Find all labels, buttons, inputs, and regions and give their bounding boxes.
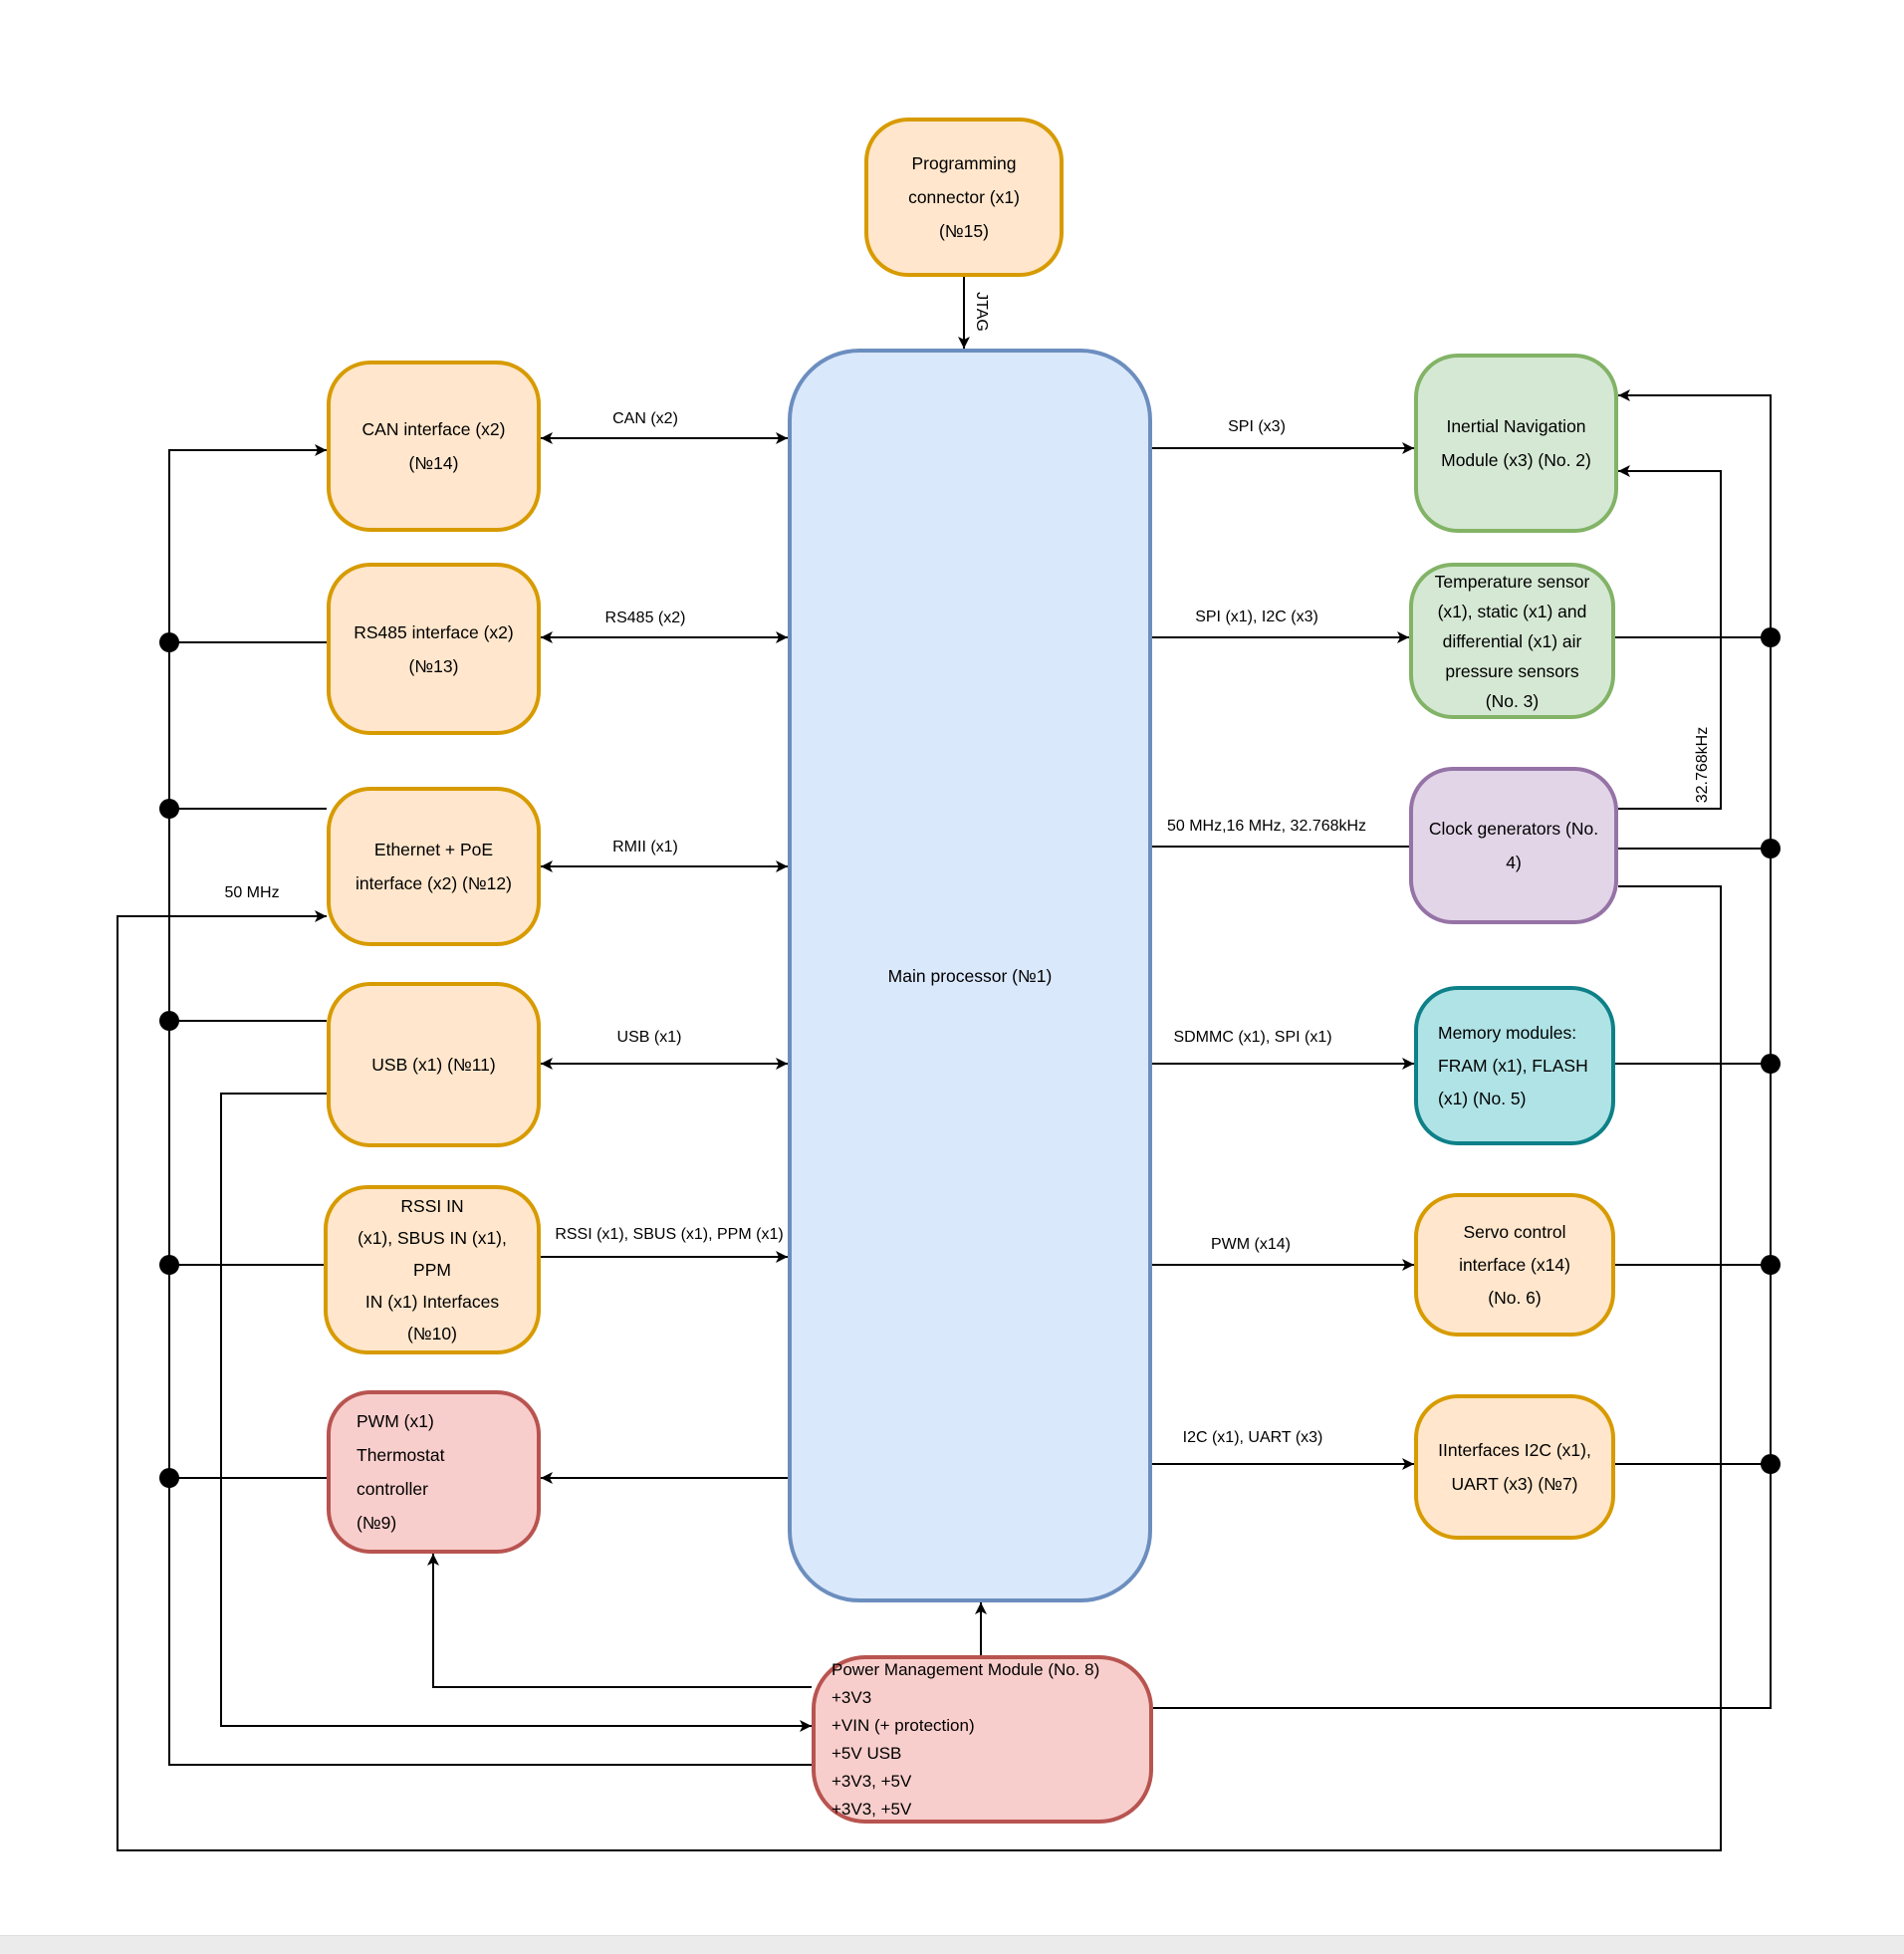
edge-label-jtag: JTAG <box>973 292 990 332</box>
node-line: CAN interface (x2) <box>361 419 506 439</box>
edge-label-spi-i2c: SPI (x1), I2C (x3) <box>1195 609 1318 625</box>
edge-label-rs485: RS485 (x2) <box>604 610 686 626</box>
node-line: (No. 3) <box>1485 690 1540 711</box>
node-line: controller <box>357 1479 428 1499</box>
node-line: Servo control <box>1463 1221 1566 1242</box>
node-line: Thermostat <box>357 1445 445 1465</box>
node-rs485-interface <box>327 563 541 735</box>
junction-dot <box>159 1468 179 1488</box>
node-line: +VIN (+ protection) <box>832 1715 975 1735</box>
node-line: Module (x3) (No. 2) <box>1441 450 1591 470</box>
junction-dot <box>159 1011 179 1031</box>
edge-label-can: CAN (x2) <box>612 410 678 427</box>
node-line: (№10) <box>407 1324 457 1343</box>
node-line: Power Management Module (No. 8) <box>832 1659 1100 1679</box>
node-line: (№13) <box>408 655 459 676</box>
edge-label-sdmmc: SDMMC (x1), SPI (x1) <box>1173 1029 1332 1046</box>
node-line: UART (x3) (№7) <box>1451 1474 1578 1494</box>
node-line: +3V3, +5V <box>832 1771 912 1791</box>
node-line: (x1), SBUS IN (x1), <box>357 1228 507 1248</box>
junction-dot <box>1761 1255 1781 1275</box>
node-line: PPM <box>413 1260 451 1280</box>
junction-dot <box>1761 1454 1781 1474</box>
node-line: (x1) (No. 5) <box>1438 1088 1527 1108</box>
junction-dot <box>1761 627 1781 647</box>
edge-power-thermostat <box>433 1554 812 1687</box>
node-line: Programming <box>911 153 1017 173</box>
junction-dot <box>1761 1054 1781 1074</box>
node-power-management-module <box>812 1655 1153 1824</box>
node-temperature-pressure-sensors <box>1409 563 1615 719</box>
edge-label-clock-out: 50 MHz,16 MHz, 32.768kHz <box>1166 818 1367 835</box>
node-line: (№14) <box>408 453 459 473</box>
node-line: +5V USB <box>832 1743 902 1763</box>
node-clock-generators <box>1409 767 1618 924</box>
node-line: +3V3, +5V <box>832 1799 912 1819</box>
node-line: FRAM (x1), FLASH <box>1438 1055 1588 1076</box>
node-line: (No. 6) <box>1488 1287 1542 1308</box>
node-can-interface <box>327 361 541 532</box>
junction-dot <box>1761 839 1781 858</box>
node-line: Ethernet + PoE <box>373 840 494 859</box>
edge-label-50mhz: 50 MHz <box>224 884 280 901</box>
node-line: interface (x2) (№12) <box>356 873 512 893</box>
node-programming-connector <box>864 118 1064 277</box>
node-line: RS485 interface (x2) <box>354 621 514 642</box>
edge-label-i2c-uart: I2C (x1), UART (x3) <box>1182 1429 1323 1446</box>
node-line: +3V3 <box>832 1687 872 1707</box>
node-line: (№9) <box>357 1513 397 1533</box>
node-line: Main processor (№1) <box>887 965 1053 986</box>
node-line: Clock generators (No. <box>1428 819 1599 839</box>
node-line: differential (x1) air <box>1442 630 1582 651</box>
node-line: Inertial Navigation <box>1446 416 1586 436</box>
node-servo-control-interface <box>1414 1193 1615 1337</box>
edge-label-rssi: RSSI (x1), SBUS (x1), PPM (x1) <box>555 1226 784 1243</box>
node-main-processor <box>788 349 1152 1602</box>
node-line: pressure sensors <box>1445 660 1579 681</box>
node-usb-interface <box>327 982 541 1147</box>
edge-label-spi3: SPI (x3) <box>1228 418 1286 435</box>
node-line: USB (x1) (№11) <box>371 1055 496 1075</box>
node-memory-modules <box>1414 986 1615 1145</box>
node-line: interface (x14) <box>1459 1254 1570 1275</box>
node-line: connector (x1) <box>908 187 1020 207</box>
junction-dot <box>159 632 179 652</box>
node-line: 4) <box>1506 853 1522 872</box>
node-thermostat-controller <box>327 1390 541 1554</box>
edge-label-32khz: 32.768kHz <box>1694 726 1711 804</box>
node-i2c-uart-interfaces <box>1414 1394 1615 1540</box>
junction-dot <box>159 799 179 819</box>
node-inertial-navigation-module <box>1414 354 1618 533</box>
horizontal-scrollbar[interactable] <box>0 1935 1904 1954</box>
node-line: IInterfaces I2C (x1), <box>1438 1440 1591 1460</box>
edge-label-usb: USB (x1) <box>616 1029 682 1046</box>
node-line: Memory modules: <box>1438 1022 1577 1043</box>
edge-label-pwm14: PWM (x14) <box>1211 1236 1291 1253</box>
node-line: RSSI IN <box>400 1196 464 1216</box>
junction-dot <box>159 1255 179 1275</box>
node-line: PWM (x1) <box>357 1411 434 1431</box>
node-ethernet-poe-interface <box>327 787 541 946</box>
node-line: (№15) <box>939 221 989 241</box>
node-rssi-sbus-ppm-interfaces <box>324 1185 541 1354</box>
node-line: Temperature sensor <box>1434 571 1590 592</box>
edge-label-rmii: RMII (x1) <box>612 839 678 855</box>
node-line: (x1), static (x1) and <box>1437 601 1587 621</box>
node-line: IN (x1) Interfaces <box>364 1292 500 1312</box>
